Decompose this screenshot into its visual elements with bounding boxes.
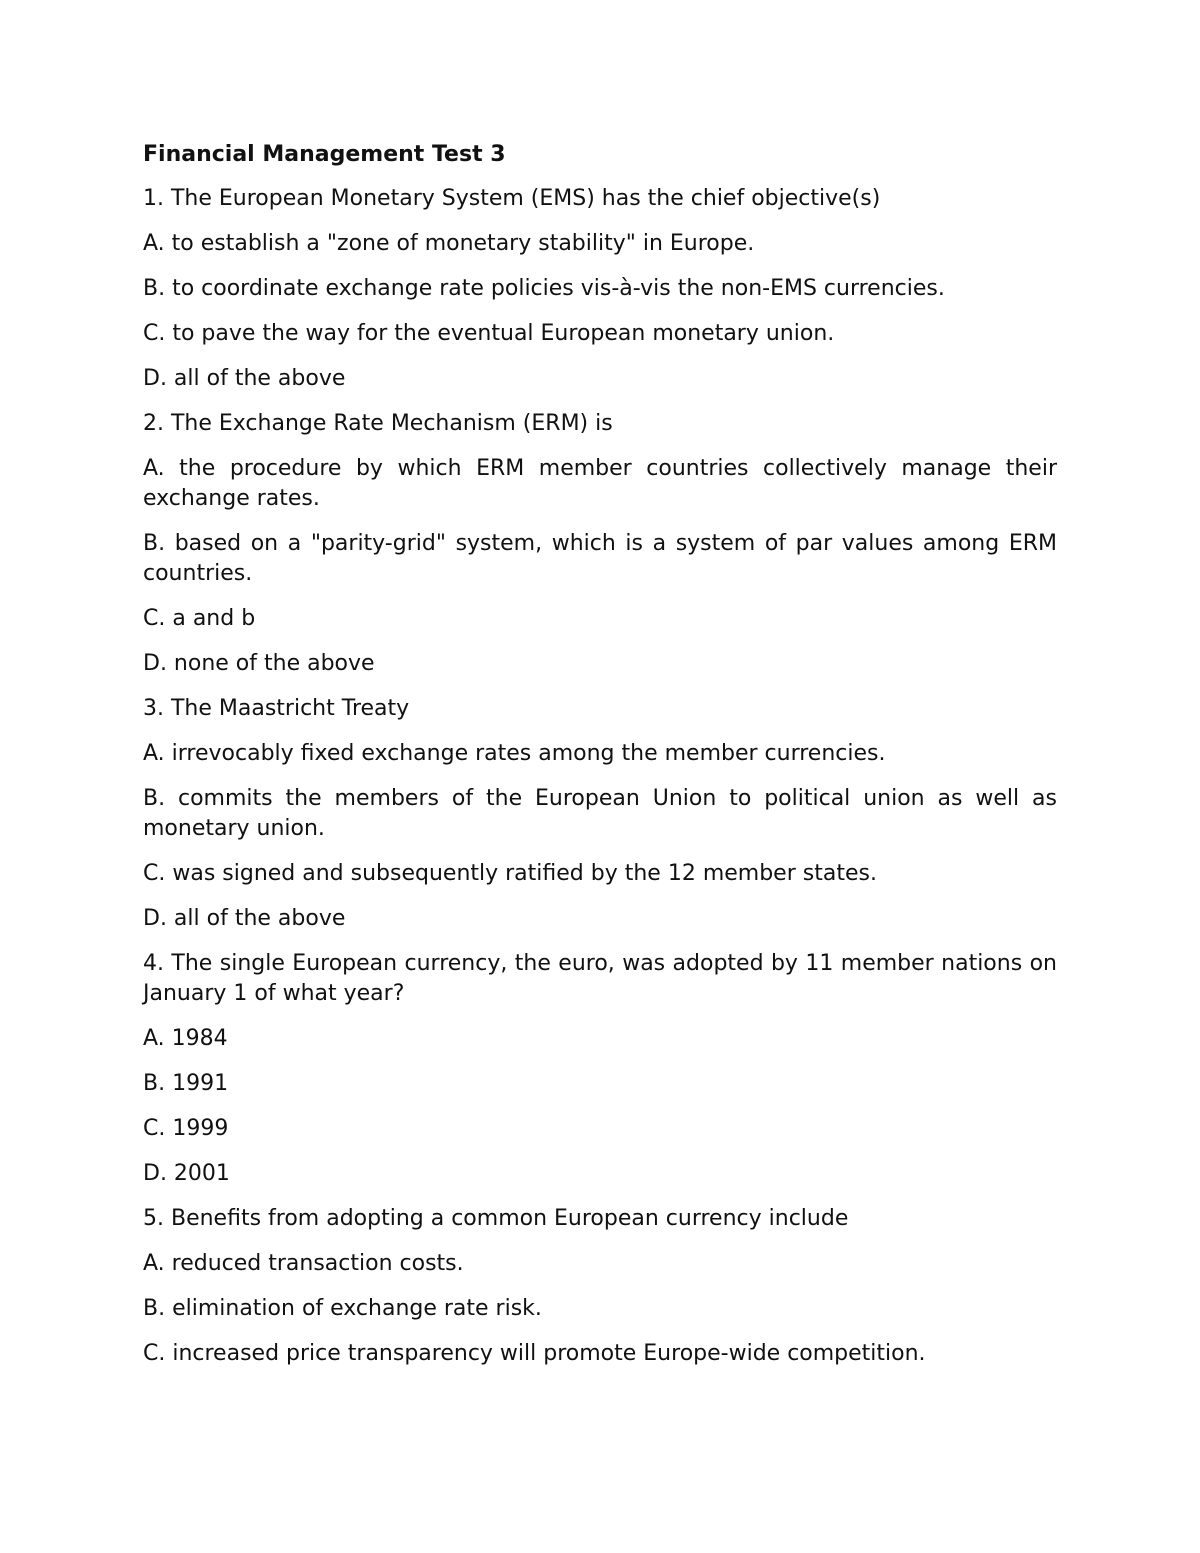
question-3 bbox=[143, 694, 1057, 934]
answer-option: B. 1991 bbox=[143, 1071, 229, 1096]
answer-option: C. a and b bbox=[143, 606, 256, 631]
question-5 bbox=[143, 1204, 1057, 1369]
answer-option: B. elimination of exchange rate risk. bbox=[143, 1296, 542, 1321]
answer-option: A. reduced transaction costs. bbox=[143, 1251, 464, 1276]
answer-option: A. the procedure by which ERM member countries collectively manage their exchange rates. bbox=[143, 456, 1057, 511]
answer-option: B. commits the members of the European Union to political union as well as monetary union. bbox=[143, 786, 1057, 841]
answer-option: B. to coordinate exchange rate policies vis-à-vis the non-EMS currencies. bbox=[143, 276, 945, 301]
answer-option: A. irrevocably fixed exchange rates among the member currencies. bbox=[143, 741, 886, 766]
answer-option: C. increased price transparency will promote Europe-wide competition. bbox=[143, 1341, 926, 1366]
document-title: Financial Management Test 3 bbox=[143, 142, 506, 167]
answer-option: C. 1999 bbox=[143, 1116, 229, 1141]
question-prompt: 3. The Maastricht Treaty bbox=[143, 696, 410, 721]
question-prompt: 2. The Exchange Rate Mechanism (ERM) is bbox=[143, 411, 613, 436]
question-4 bbox=[143, 949, 1057, 1189]
answer-option: C. to pave the way for the eventual European monetary union. bbox=[143, 321, 835, 346]
answer-option: D. all of the above bbox=[143, 906, 346, 931]
question-1 bbox=[143, 184, 1057, 394]
answer-option: A. 1984 bbox=[143, 1026, 228, 1051]
answer-option: D. none of the above bbox=[143, 651, 375, 676]
question-prompt: 1. The European Monetary System (EMS) has the chief objective(s) bbox=[143, 186, 881, 211]
question-prompt: 4. The single European currency, the euro, was adopted by 11 member nations on January 1 of what year? bbox=[143, 951, 1057, 1006]
answer-option: B. based on a "parity-grid" system, which is a system of par values among ERM countries. bbox=[143, 531, 1057, 586]
answer-option: D. 2001 bbox=[143, 1161, 230, 1186]
answer-option: C. was signed and subsequently ratified by the 12 member states. bbox=[143, 861, 877, 886]
question-2 bbox=[143, 409, 1057, 679]
document-page bbox=[143, 140, 1057, 1384]
answer-option: D. all of the above bbox=[143, 366, 346, 391]
question-prompt: 5. Benefits from adopting a common European currency include bbox=[143, 1206, 849, 1231]
answer-option: A. to establish a "zone of monetary stability" in Europe. bbox=[143, 231, 755, 256]
